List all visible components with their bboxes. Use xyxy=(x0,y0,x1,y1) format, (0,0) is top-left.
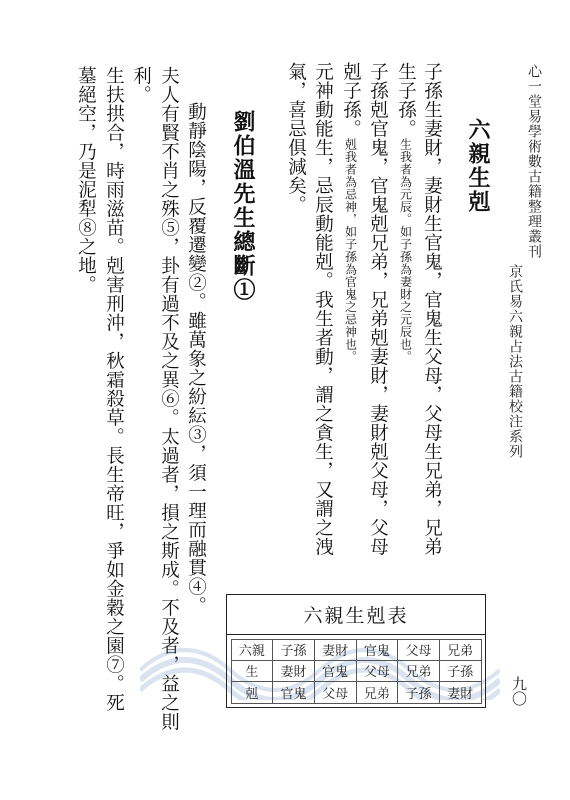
text-column: 元神動能生，忌辰動能剋。我生者動，謂之貪生，又謂之洩 xyxy=(312,62,334,556)
table-cell: 官鬼 xyxy=(314,660,357,682)
table-cell: 妻財 xyxy=(272,660,315,682)
table-grid xyxy=(231,639,481,703)
text-column: 利。 xyxy=(130,66,152,104)
text-segment: 剋子孫。 xyxy=(340,62,362,138)
table-cell: 父母 xyxy=(356,660,399,682)
table-cell: 官鬼 xyxy=(356,639,399,661)
table-cell: 子孫 xyxy=(439,660,482,682)
table-cell: 官鬼 xyxy=(272,681,315,703)
table-cell: 妻財 xyxy=(314,639,357,661)
text-column: 子孫剋官鬼，官鬼剋兄弟，兄弟剋妻財，妻財剋父母，父母 xyxy=(367,62,389,556)
text-column: 子孫生妻財，妻財生官鬼，官鬼生父母，父母生兄弟，兄弟 xyxy=(421,62,443,556)
text-column: 墓絕空，乃是泥犁⑧之地。 xyxy=(75,66,97,294)
table-cell: 生 xyxy=(231,660,274,682)
annotation-note: 剋我者為忌神，如子孫為官鬼之忌神也。 xyxy=(343,138,358,363)
table-cell: 剋 xyxy=(231,681,274,703)
text-segment: 生子孫。 xyxy=(395,62,417,138)
table-cell: 妻財 xyxy=(439,681,482,703)
table-cell: 父母 xyxy=(314,681,357,703)
text-column: 氣，喜忌俱減矣。 xyxy=(285,62,307,214)
page-number: 九〇 xyxy=(510,676,528,706)
section-title: 六親生剋 xyxy=(465,118,491,214)
text-column xyxy=(396,62,415,363)
section-subtitle: 劉伯溫先生總斷① xyxy=(230,110,256,302)
table-title: 六親生剋表 xyxy=(227,595,485,635)
text-column: 生扶拱合，時雨滋苗。剋害刑沖，秋霜殺草。長生帝旺，爭如金穀之園⑦。死 xyxy=(103,66,125,712)
series-subtitle: 京氏易六親占法古籍校注系列 xyxy=(507,264,523,459)
text-column xyxy=(341,62,360,363)
series-title: 心一堂易學術數古籍整理叢刊 xyxy=(526,64,542,259)
table-cell: 兄弟 xyxy=(397,660,440,682)
text-column: 夫人有賢不肖之殊⑤，卦有過不及之異⑥。太過者，損之斯成。不及者，益之則 xyxy=(158,66,180,731)
text-column: 動靜陰陽，反覆遷變②。雖萬象之紛紜③，須一理而融貫④。 xyxy=(185,102,207,615)
table-cell: 兄弟 xyxy=(356,681,399,703)
table-cell: 父母 xyxy=(397,639,440,661)
table-cell: 子孫 xyxy=(272,639,315,661)
annotation-note: 生我者為元辰。如子孫為妻財之元辰也。 xyxy=(398,138,413,363)
relation-table xyxy=(226,594,486,708)
table-cell: 六親 xyxy=(231,639,274,661)
table-cell: 兄弟 xyxy=(439,639,482,661)
table-cell: 子孫 xyxy=(397,681,440,703)
